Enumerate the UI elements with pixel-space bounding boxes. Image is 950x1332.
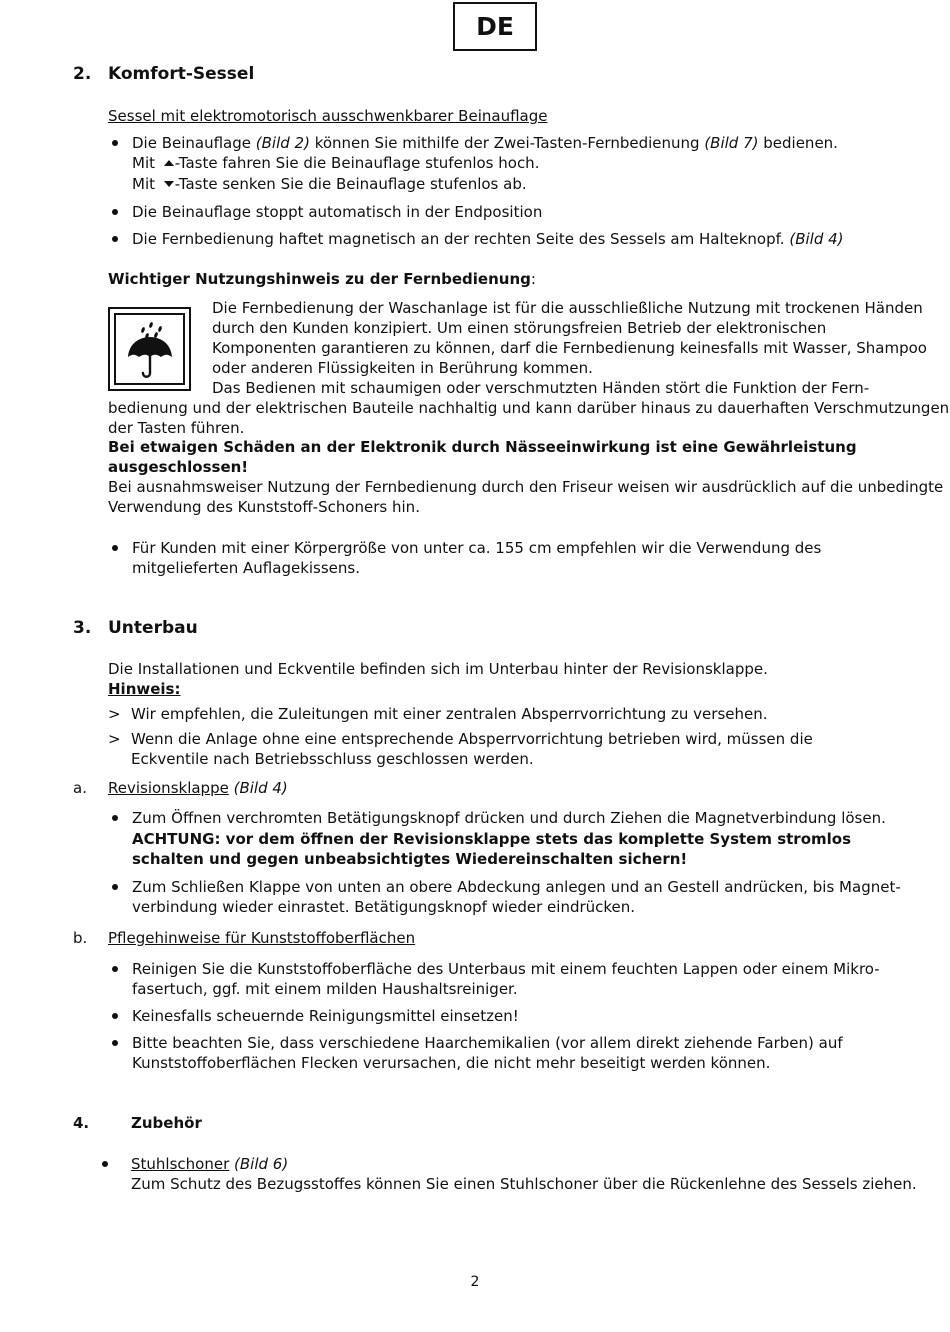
- section-3-intro: Die Installationen und Eckventile befinden sich im Unterbau hinter der Revisionsklappe.: [108, 660, 768, 678]
- bullet-dot: [112, 815, 118, 821]
- bullet-cleaning: fasertuch, ggf. mit einem milden Haushaltsreiniger.: [132, 980, 518, 998]
- subsection-a-letter: a.: [73, 779, 87, 797]
- notice-line: durch den Kunden konzipiert. Um einen störungsfreien Betrieb der elektronischen: [212, 319, 827, 337]
- section-3-number: 3.: [73, 618, 92, 638]
- section-3-title: Unterbau: [108, 618, 198, 638]
- bullet-dot: [112, 236, 118, 242]
- attention-warning: ACHTUNG: vor dem öffnen der Revisionsklappe stets das komplette System stromlos: [132, 830, 852, 848]
- accessory-item-text: Zum Schutz des Bezugsstoffes können Sie einen Stuhlschoner über die Rückenlehne des Sessels ziehen.: [131, 1175, 917, 1193]
- section-4-title: Zubehör: [131, 1114, 202, 1132]
- bullet-dot: [112, 545, 118, 551]
- notice-line: Das Bedienen mit schaumigen oder verschmutzten Händen stört die Funktion der Fern-: [212, 379, 870, 397]
- subsection-b-title: Pflegehinweise für Kunststoffoberflächen: [108, 929, 416, 947]
- bullet-dot: [112, 884, 118, 890]
- arrow-marker: >: [108, 730, 121, 748]
- section-2-number: 2.: [73, 64, 92, 84]
- hint-line: Eckventile nach Betriebsschluss geschlossen werden.: [131, 750, 534, 768]
- subsection-b-letter: b.: [73, 929, 88, 947]
- hint-label: Hinweis:: [108, 680, 181, 698]
- bullet-no-abrasives: Keinesfalls scheuernde Reinigungsmittel einsetzen!: [132, 1007, 519, 1025]
- hint-line: Wenn die Anlage ohne eine entsprechende Absperrvorrichtung betrieben wird, müssen die: [131, 730, 813, 748]
- bullet-dot: [112, 966, 118, 972]
- bullet-cleaning: Reinigen Sie die Kunststoffoberfläche des Unterbaus mit einem feuchten Lappen oder einem Mikro-: [132, 960, 880, 978]
- bullet-hair-chemicals: Bitte beachten Sie, dass verschiedene Haarchemikalien (vor allem direkt ziehende Farben) auf: [132, 1034, 843, 1052]
- notice-warranty-warning: ausgeschlossen!: [108, 458, 249, 476]
- bullet-dot: [112, 1040, 118, 1046]
- arrow-down-icon: [164, 181, 174, 187]
- section-4-number: 4.: [73, 1114, 90, 1132]
- notice-line: Die Fernbedienung der Waschanlage ist für die ausschließliche Nutzung mit trockenen Händen: [212, 299, 923, 317]
- bullet-dot: [112, 209, 118, 215]
- notice-heading: Wichtiger Nutzungshinweis zu der Fernbedienung:: [108, 270, 536, 288]
- keep-dry-umbrella-icon: [108, 307, 191, 391]
- bullet-magnetic-remote: Die Fernbedienung haftet magnetisch an der rechten Seite des Sessels am Halteknopf. (Bild 4): [132, 230, 844, 248]
- notice-line: der Tasten führen.: [108, 419, 245, 437]
- arrow-up-icon: [164, 160, 174, 166]
- bullet-close-flap: verbindung wieder einrastet. Betätigungsknopf wieder eindrücken.: [132, 898, 636, 916]
- bullet-leg-rest-remote: Die Beinauflage (Bild 2) können Sie mithilfe der Zwei-Tasten-Fernbedienung (Bild 7) bedienen.: [132, 134, 838, 152]
- attention-warning: schalten und gegen unbeabsichtigtes Wiedereinschalten sichern!: [132, 850, 688, 868]
- section-2-subtitle: Sessel mit elektromotorisch ausschwenkbarer Beinauflage: [108, 107, 548, 125]
- bullet-cushion: mitgelieferten Auflagekissens.: [132, 559, 360, 577]
- section-2-title: Komfort-Sessel: [108, 64, 255, 84]
- bullet-end-position: Die Beinauflage stoppt automatisch in der Endposition: [132, 203, 543, 221]
- bullet-dot: [112, 140, 118, 146]
- arrow-marker: >: [108, 705, 121, 723]
- hint-line: Wir empfehlen, die Zuleitungen mit einer zentralen Absperrvorrichtung zu versehen.: [131, 705, 768, 723]
- bullet-dot: [102, 1161, 108, 1167]
- bullet-cushion: Für Kunden mit einer Körpergröße von unter ca. 155 cm empfehlen wir die Verwendung des: [132, 539, 822, 557]
- bullet-hair-chemicals: Kunststoffoberflächen Flecken verursachen, die nicht mehr beseitigt werden können.: [132, 1054, 771, 1072]
- notice-line: Verwendung des Kunststoff-Schoners hin.: [108, 498, 420, 516]
- bullet-open-flap: Zum Öffnen verchromten Betätigungsknopf drücken und durch Ziehen die Magnetverbindung lösen.: [132, 809, 886, 827]
- notice-line: oder anderen Flüssigkeiten in Berührung kommen.: [212, 359, 593, 377]
- notice-line: bedienung und der elektrischen Bauteile nachhaltig und kann darüber hinaus zu dauerhaften Verschmutzungen: [108, 399, 950, 417]
- language-badge: DE: [453, 2, 537, 51]
- bullet-close-flap: Zum Schließen Klappe von unten an obere Abdeckung anlegen und an Gestell andrücken, bis Magnet-: [132, 878, 901, 896]
- up-key-line: Mit -Taste fahren Sie die Beinauflage stufenlos hoch.: [132, 154, 540, 172]
- notice-line: Komponenten garantieren zu können, darf die Fernbedienung keinesfalls mit Wasser, Shampoo: [212, 339, 927, 357]
- accessory-item-title: Stuhlschoner (Bild 6): [131, 1155, 289, 1173]
- page-number: 2: [470, 1274, 480, 1290]
- notice-warranty-warning: Bei etwaigen Schäden an der Elektronik durch Nässeeinwirkung ist eine Gewährleistung: [108, 438, 857, 456]
- notice-line: Bei ausnahmsweiser Nutzung der Fernbedienung durch den Friseur weisen wir ausdrücklich auf die unbedingte: [108, 478, 944, 496]
- subsection-a-title: Revisionsklappe (Bild 4): [108, 779, 288, 797]
- bullet-dot: [112, 1013, 118, 1019]
- down-key-line: Mit -Taste senken Sie die Beinauflage stufenlos ab.: [132, 175, 527, 193]
